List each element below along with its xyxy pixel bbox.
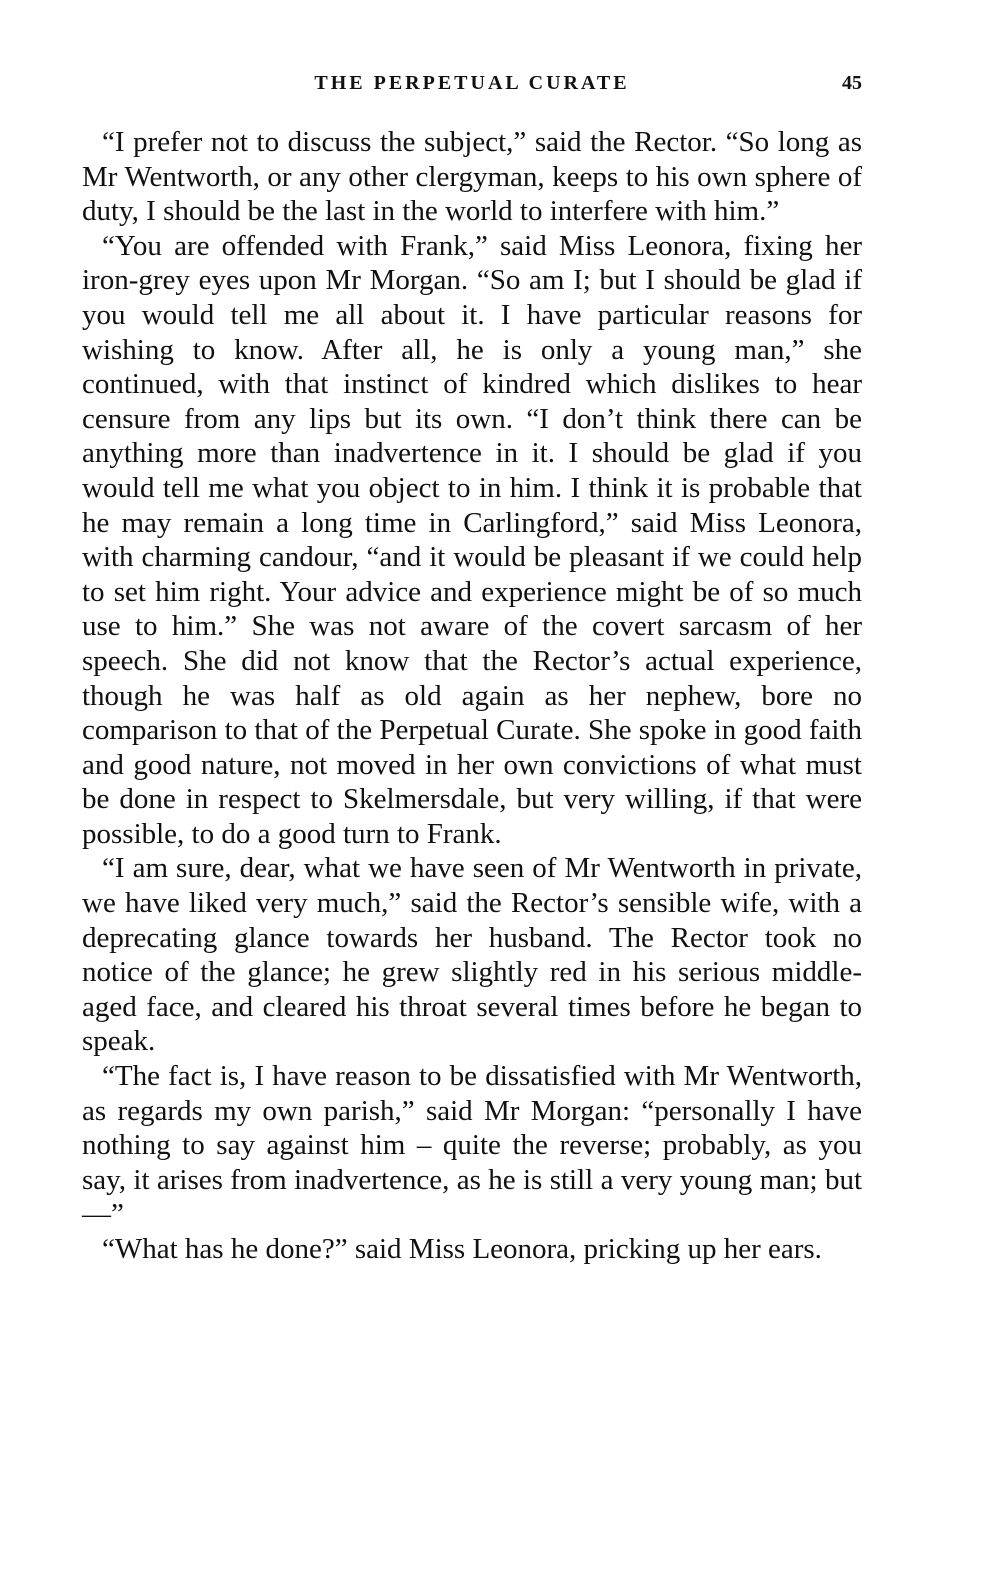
paragraph-3: “I am sure, dear, what we have seen of Mr Wentworth in private, we have liked very much,” said the Rector’s sensible wife, with a deprecating glance towards her husband. The Rector took no notice of the glance; he grew slightly red in his serious middle-aged face, and cleared his throat several times before he began to speak.: [82, 852, 862, 1058]
paragraph-5: “What has he done?” said Miss Leonora, pricking up her ears.: [102, 1233, 822, 1265]
paragraph-2: “You are offended with Frank,” said Miss Leonora, fixing her iron-grey eyes upon Mr Morgan. “So am I; but I should be glad if you would tell me all about it. I have particular reasons for wishing to know. After all, he is only a young man,” she continued, with that instinct of kindred which dislikes to hear censure from any lips but its own. “I don’t think there can be anything more than inadvertence in it. I should be glad if you would tell me what you object to in him. I think it is probable that he may remain a long time in Carlingford,” said Miss Leonora, with charming candour, “and it would be pleasant if we could help to set him right. Your advice and experience might be of so much use to him.” She was not aware of the covert sarcasm of her speech. She did not know that the Rector’s actual experience, though he was half as old again as her nephew, bore no comparison to that of the Perpetual Curate. She spoke in good faith and good nature, not moved in her own convictions of what must be done in respect to Skelmersdale, but very willing, if that were possible, to do a good turn to Frank.: [82, 229, 862, 850]
paragraph-4: “The fact is, I have reason to be dissatisfied with Mr Wentworth, as regards my own parish,” said Mr Morgan: “personally I have nothing to say against him – quite the reverse; probably, as you say, it arises from inadvertence, as he is still a very young man; but—”: [82, 1060, 862, 1231]
text-body: [82, 125, 862, 1267]
paragraph-1: “I prefer not to discuss the subject,” said the Rector. “So long as Mr Wentworth, or any other clergyman, keeps to his own sphere of duty, I should be the last in the world to interfere with him.”: [82, 126, 862, 228]
running-title: THE PERPETUAL CURATE: [314, 72, 630, 94]
page-number: 45: [842, 72, 862, 94]
running-header: [82, 72, 862, 102]
